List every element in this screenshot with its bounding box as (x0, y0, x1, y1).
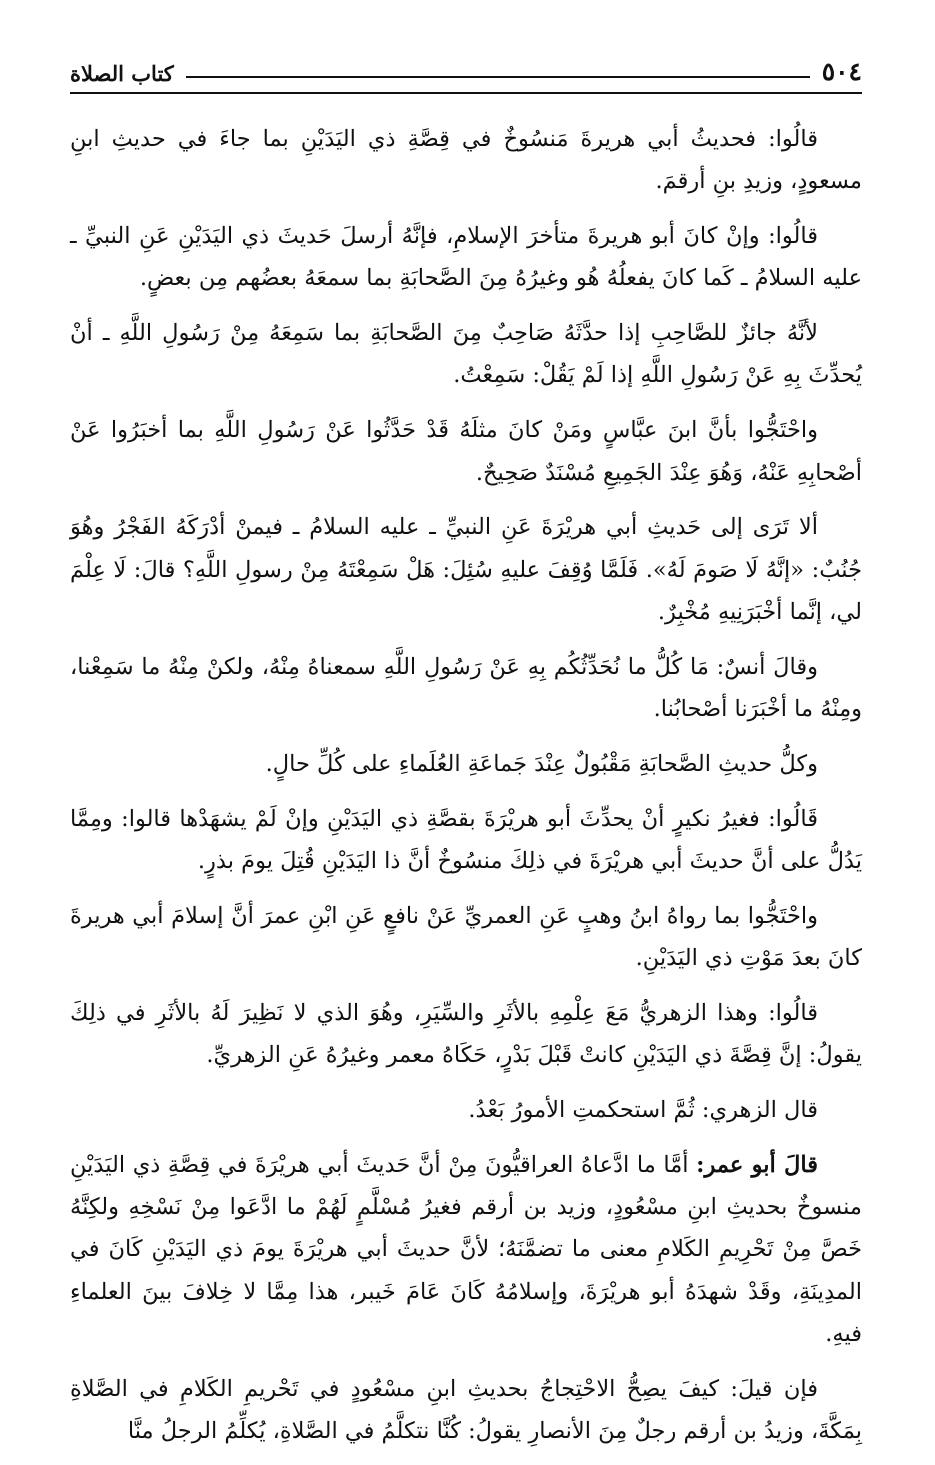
paragraph (70, 992, 862, 1077)
paragraph-text: قالُوا: وهذا الزهريُّ مَعَ عِلْمِهِ بالأثَرِ والسِّيَرِ، وهُوَ الذي لا نَظِيرَ لَهُ بالأثَرِ في ذلِكَ يقولُ: إنَّ قِصَّةَ ذي اليَدَيْنِ كانتْ قَبْلَ بَدْرٍ، حَكَاهُ معمر وغيرُهُ عَنِ الزهريِّ. (70, 999, 862, 1069)
paragraph (70, 1144, 862, 1355)
paragraph (70, 743, 862, 785)
book-title: كتاب الصلاة (70, 61, 174, 86)
paragraph-text: فإن قيلَ: كيفَ يصِحُّ الاحْتِجاجُ بحديثِ ابنِ مسْعُودٍ في تَحْريمِ الكَلامِ في الصَّلاةِ بِمَكَّةَ، وزيدُ بن أرقم رجلٌ مِنَ الأنصارِ يقولُ: كُنَّا نتكلَّمُ في الصَّلاةِ، يُكلِّمُ الرجلُ منَّا (70, 1375, 862, 1445)
page-number: ٥٠٤ (821, 57, 862, 86)
paragraph-text: قالُوا: وإنْ كانَ أبو هريرةَ متأخرَ الإسلامِ، فإنَّهُ أرسلَ حَديثَ ذي اليَدَيْنِ عَنِ النبيِّ ـ عليه السلامُ ـ كَما كانَ يفعلُهُ هُو وغيرُهُ مِنَ الصَّحابَةِ بما سمعَهُ بعضُهم مِن بعضٍ. (70, 223, 862, 292)
paragraph (70, 118, 862, 203)
paragraph-text: قال الزهري: ثُمَّ استحكمتِ الأمورُ بَعْدُ. (468, 1096, 818, 1123)
paragraph-text: قَالُوا: فغيرُ نكيرٍ أنْ يحدِّثَ أبو هريْرَةَ بقصَّةِ ذي اليَدَيْنِ وإنْ لَمْ يشهَدْها قالوا: ومِمَّا يَدُلُّ على أنَّ حديثَ أبي هريْرَةَ في ذلِكَ منسُوخٌ أنَّ ذا اليَدَيْنِ قُتِلَ يومَ بذرٍ. (70, 805, 862, 874)
paragraph-text: لأنَّهُ جائزٌ للصَّاحِبِ إذا حدَّثَهُ صَاحِبٌ مِنَ الصَّحابَةِ بما سَمِعَهُ مِنْ رَسُولِ اللَّهِ ـ أنْ يُحدِّثَ بِهِ عَنْ رَسُولِ اللَّهِ إذا لَمْ يَقُلْ: سَمِعْتُ. (70, 320, 862, 389)
paragraph-text: واحْتَجُّوا بأنَّ ابنَ عبَّاسٍ ومَنْ كانَ مثلَهُ قَدْ حَدَّثُوا عَنْ رَسُولِ اللَّهِ بما أخبَرُوا عَنْ أصْحابِهِ عَنْهُ، وَهُوَ عِنْدَ الجَمِيعِ مُسْنَدٌ صَحِيحٌ. (70, 417, 862, 486)
paragraph (70, 646, 862, 731)
paragraph-text: قالُوا: فحديثُ أبي هريرةَ مَنسُوخٌ في قِصَّةِ ذي اليَدَيْنِ بما جاءَ في حديثِ ابنِ مسعودٍ، وزيدِ بنِ أرقمَ. (70, 126, 862, 195)
paragraph-text: وقالَ أنسٌ: مَا كُلُّ ما نُحَدِّثُكُم بِهِ عَنْ رَسُولِ اللَّهِ سمعناهُ مِنْهُ، ولكنْ مِنْهُ ما سَمِعْنا، ومِنْهُ ما أخْبَرَنا أصْحابُنا. (70, 653, 862, 723)
paragraph (70, 798, 862, 883)
paragraph (70, 312, 862, 397)
paragraph-text: ألا تَرَى إلى حَديثِ أبي هريْرَةَ عَنِ النبيِّ ـ عليه السلامُ ـ فيمنْ أدْرَكَهُ الفَجْرُ وهُوَ جُنُبٌ: «إنَّهُ لَا صَومَ لَهُ». فَلَمَّا وُقِفَ عليهِ سُئِلَ: هَلْ سَمِعْتَهُ مِنْ رسولِ اللَّهِ؟ قالَ: لَا عِلْمَ لي، إنَّما أخْبَرَنِيهِ مُخْبِرٌ. (70, 514, 862, 625)
paragraph-text: وكلُّ حديثِ الصَّحابَةِ مَقْبُولٌ عِنْدَ جَماعَةِ العُلَماءِ على كُلِّ حالٍ. (265, 750, 818, 777)
body-text (70, 118, 862, 1465)
paragraph-text: أمَّا ما ادَّعاهُ العراقيُّونَ مِنْ أنَّ حَديثَ أبي هريْرَةَ في قِصَّةِ ذي اليَدَيْنِ منسوخٌ بحديثِ ابنِ مسْعُودٍ، وزيد بن أرقم فغيرُ مُسْلَّمٍ لَهُمْ ما ادَّعَوا مِنْ نَسْخِهِ ولكِنَّهُ خَصَّ مِنْ تَحْرِيمِ الكَلامِ معنى ما تضمَّنَهُ؛ لأنَّ حديثَ أبي هريْرَةَ يومَ ذي اليَدَيْنِ كَانَ في المدِينَةِ، وقَدْ شهدَهُ أبو هريْرَةَ، وإسلامُهُ كَانَ عَامَ خَيبر، هذا مِمَّا لا خِلافَ بينَ العلماءِ فيهِ. (70, 1151, 862, 1347)
paragraph (70, 409, 862, 494)
paragraph (70, 506, 862, 633)
paragraph-text: واحْتَجُّوا بما رواهُ ابنُ وهبٍ عَنِ العمريِّ عَنْ نافعٍ عَنِ ابْنِ عمرَ أنَّ إسلامَ أبي هريرةَ كانَ بعدَ مَوْتِ ذي اليَدَيْنِ. (70, 902, 862, 972)
header-rule (186, 76, 810, 78)
paragraph (70, 1368, 862, 1453)
paragraph (70, 215, 862, 300)
page-header (70, 48, 862, 94)
paragraph (70, 895, 862, 980)
paragraph (70, 1089, 862, 1131)
paragraph-lead: قالَ أبو عمر: (696, 1151, 818, 1178)
